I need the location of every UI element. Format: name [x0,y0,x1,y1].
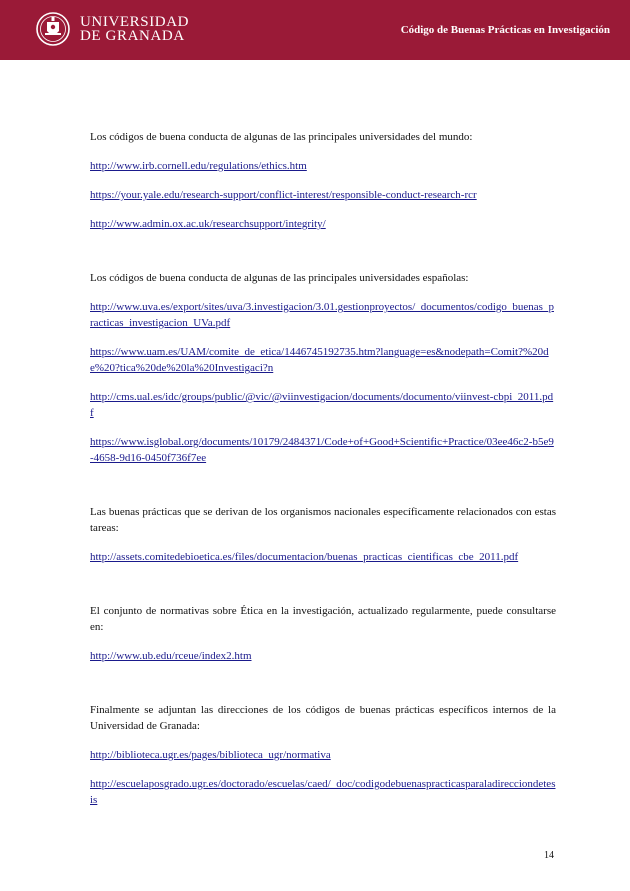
section-intro: Los códigos de buena conducta de algunas de las principales universidades del mundo: [90,131,473,143]
section-intro: Los códigos de buena conducta de algunas de las principales universidades españolas: [90,272,469,284]
section-spanish-universities [90,270,556,466]
link-comite-bioetica[interactable]: http://assets.comitedebioetica.es/files/documentacion/buenas_practicas_cientificas_cbe_2011.pdf [90,551,519,563]
section-intro: El conjunto de normativas sobre Ética en la investigación, actualizado regularmente, puede consultarse en: [90,605,556,633]
link-oxford[interactable]: http://www.admin.ox.ac.uk/researchsupport/integrity/ [90,218,326,230]
link-cornell[interactable]: http://www.irb.cornell.edu/regulations/ethics.htm [90,160,307,172]
link-ugr-escuela-posgrado[interactable]: http://escuelaposgrado.ugr.es/doctorado/escuelas/caed/_doc/codigodebuenaspracticasparaladirecciondetesis [90,778,556,806]
link-uva[interactable]: http://www.uva.es/export/sites/uva/3.investigacion/3.01.gestionproyectos/_documentos/codigo_buenas_practicas_investigacion_UVa.pdf [90,301,554,329]
section-intro: Finalmente se adjuntan las direcciones de los códigos de buenas prácticas específicos internos de la Universidad de Granada: [90,704,556,732]
university-seal-icon [35,11,71,47]
section-world-universities [90,129,556,232]
page-number: 14 [544,850,554,861]
link-ugr-biblioteca[interactable]: http://biblioteca.ugr.es/pages/biblioteca_ugr/normativa [90,749,331,761]
link-uam[interactable]: https://www.uam.es/UAM/comite_de_etica/1446745192735.htm?language=es&nodepath=Comit?%20de%20?tica%20de%20la%20Investigaci?n [90,346,549,374]
section-national-bodies [90,504,556,565]
section-intro: Las buenas prácticas que se derivan de los organismos nacionales específicamente relacionados con estas tareas: [90,506,556,534]
page-content [90,129,556,808]
link-isglobal[interactable]: https://www.isglobal.org/documents/10179/2484371/Code+of+Good+Scientific+Practice/03ee46c2-b5e9-4658-9d16-0450f736f7ee [90,436,554,464]
university-name-line2: DE GRANADA [80,28,185,44]
link-ual[interactable]: http://cms.ual.es/idc/groups/public/@vic/@viinvestigacion/documents/documento/viinvest-cbpi_2011.pdf [90,391,554,419]
document-title: Código de Buenas Prácticas en Investigación [400,24,610,36]
university-name-line1: UNIVERSIDAD [80,14,190,30]
page-header [0,0,630,60]
link-yale[interactable]: https://your.yale.edu/research-support/conflict-interest/responsible-conduct-research-rcr [90,189,477,201]
university-name [80,15,189,43]
section-ethics-regulations [90,603,556,664]
section-ugr-codes [90,702,556,808]
link-ub-rceue[interactable]: http://www.ub.edu/rceue/index2.htm [90,650,252,662]
